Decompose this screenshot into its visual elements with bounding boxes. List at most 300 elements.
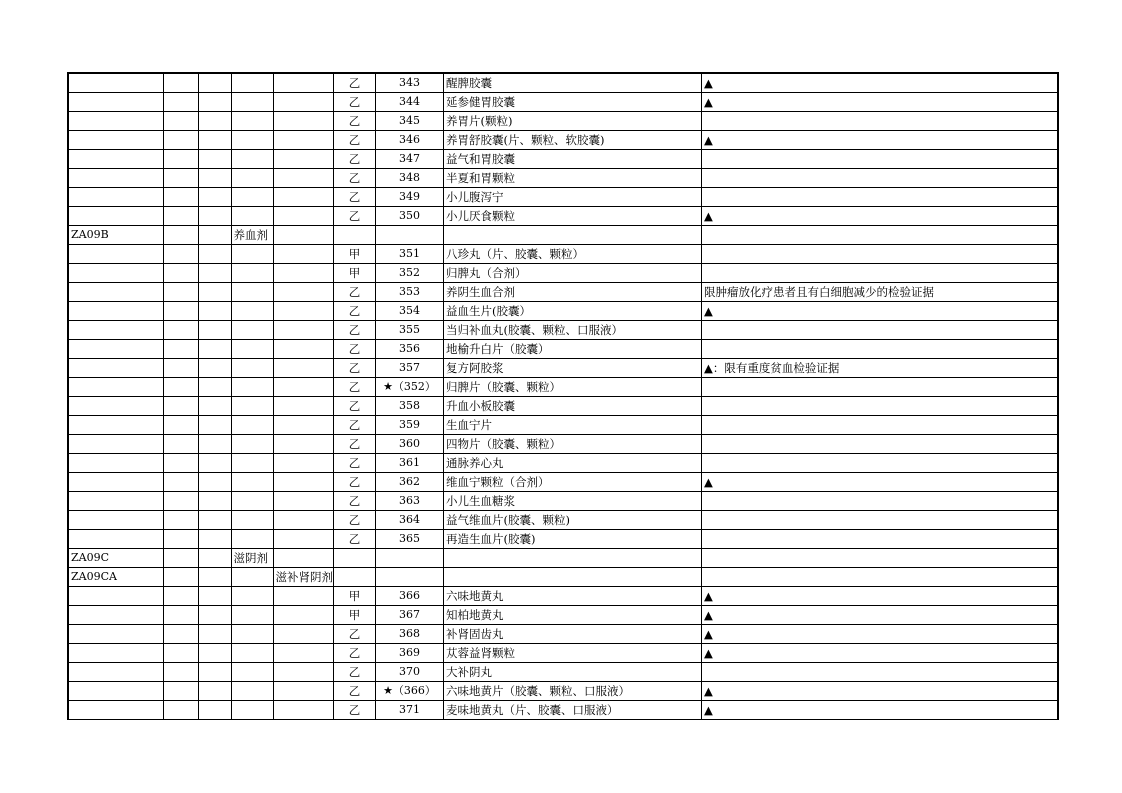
blank-cell [163,245,198,264]
table-row [68,663,1058,682]
note-cell: ▲ [702,682,1058,701]
blank-cell [163,93,198,112]
category-cell [231,245,273,264]
number-cell: 353 [376,283,444,302]
drug-name-cell: 再造生血片(胶囊) [444,530,702,549]
subcategory-cell [273,511,334,530]
blank-cell [198,701,231,720]
table-row [68,188,1058,207]
blank-cell [163,340,198,359]
number-cell: ★（352） [376,378,444,397]
blank-cell [198,150,231,169]
note-cell: ▲ [702,207,1058,226]
code-cell [68,150,163,169]
drug-name-cell: 归脾片（胶囊、颗粒） [444,378,702,397]
note-cell: ▲ [702,587,1058,606]
code-cell [68,283,163,302]
drug-name-cell: 麦味地黄丸（片、胶囊、口服液） [444,701,702,720]
drug-name-cell: 当归补血丸(胶囊、颗粒、口服液） [444,321,702,340]
subcategory-cell [273,359,334,378]
number-cell: 343 [376,73,444,93]
code-cell [68,112,163,131]
drug-name-cell: 通脉养心丸 [444,454,702,473]
category-cell [231,606,273,625]
blank-cell [163,511,198,530]
blank-cell [198,283,231,302]
grade-cell: 乙 [334,359,376,378]
grade-cell: 乙 [334,283,376,302]
drug-name-cell: 小儿生血糖浆 [444,492,702,511]
subcategory-cell [273,245,334,264]
note-cell [702,511,1058,530]
blank-cell [198,245,231,264]
drug-name-cell: 维血宁颗粒（合剂） [444,473,702,492]
code-cell [68,511,163,530]
drug-name-cell: 醒脾胶囊 [444,73,702,93]
note-cell [702,264,1058,283]
note-cell [702,150,1058,169]
note-cell: ▲ [702,606,1058,625]
blank-cell [198,359,231,378]
blank-cell [198,663,231,682]
category-cell [231,188,273,207]
number-cell: 358 [376,397,444,416]
blank-cell [163,682,198,701]
note-cell: ▲ [702,701,1058,720]
category-cell [231,93,273,112]
category-cell [231,530,273,549]
category-cell [231,112,273,131]
subcategory-cell [273,112,334,131]
number-cell: 345 [376,112,444,131]
code-cell [68,587,163,606]
number-cell: 367 [376,606,444,625]
table-row [68,150,1058,169]
code-cell [68,663,163,682]
code-cell: ZA09C [68,549,163,568]
blank-cell [163,112,198,131]
blank-cell [163,549,198,568]
blank-cell [198,435,231,454]
number-cell: 362 [376,473,444,492]
subcategory-cell [273,188,334,207]
blank-cell [163,644,198,663]
table-row [68,397,1058,416]
blank-cell [198,606,231,625]
subcategory-cell [273,226,334,245]
drug-name-cell: 养胃舒胶囊(片、颗粒、软胶囊) [444,131,702,150]
number-cell: 346 [376,131,444,150]
code-cell [68,93,163,112]
note-cell: ▲：限有重度贫血检验证据 [702,359,1058,378]
blank-cell [163,530,198,549]
subcategory-cell [273,530,334,549]
table-row [68,359,1058,378]
table-row [68,416,1058,435]
drug-name-cell: 半夏和胃颗粒 [444,169,702,188]
blank-cell [198,416,231,435]
code-cell: ZA09B [68,226,163,245]
note-cell [702,663,1058,682]
table-row [68,378,1058,397]
blank-cell [163,568,198,587]
blank-cell [198,568,231,587]
category-cell [231,511,273,530]
blank-cell [163,663,198,682]
category-cell [231,568,273,587]
blank-cell [198,682,231,701]
number-cell: 356 [376,340,444,359]
subcategory-cell [273,207,334,226]
blank-cell [163,283,198,302]
code-cell [68,131,163,150]
note-cell: 限肿瘤放化疗患者且有白细胞减少的检验证据 [702,283,1058,302]
blank-cell [163,625,198,644]
note-cell [702,492,1058,511]
table-row [68,207,1058,226]
grade-cell: 乙 [334,625,376,644]
code-cell [68,340,163,359]
number-cell [376,226,444,245]
drug-name-cell: 六味地黄片（胶囊、颗粒、口服液） [444,682,702,701]
drug-name-cell [444,549,702,568]
subcategory-cell [273,131,334,150]
blank-cell [163,587,198,606]
grade-cell: 乙 [334,321,376,340]
grade-cell: 乙 [334,378,376,397]
blank-cell [198,454,231,473]
table-row [68,112,1058,131]
category-cell [231,340,273,359]
drug-name-cell: 益气和胃胶囊 [444,150,702,169]
drug-name-cell: 苁蓉益肾颗粒 [444,644,702,663]
subcategory-cell [273,264,334,283]
note-cell [702,416,1058,435]
blank-cell [198,530,231,549]
table-row [68,245,1058,264]
drug-name-cell: 大补阴丸 [444,663,702,682]
note-cell [702,321,1058,340]
category-cell [231,492,273,511]
blank-cell [198,302,231,321]
category-cell [231,359,273,378]
code-cell [68,245,163,264]
note-cell: ▲ [702,302,1058,321]
blank-cell [198,73,231,93]
note-cell: ▲ [702,131,1058,150]
table-row [68,321,1058,340]
code-cell: ZA09CA [68,568,163,587]
drug-name-cell: 生血宁片 [444,416,702,435]
number-cell: 351 [376,245,444,264]
category-cell [231,207,273,226]
grade-cell: 乙 [334,150,376,169]
blank-cell [198,549,231,568]
blank-cell [163,454,198,473]
table-row [68,283,1058,302]
category-cell [231,682,273,701]
category-cell [231,264,273,283]
subcategory-cell [273,378,334,397]
number-cell: 357 [376,359,444,378]
number-cell: 369 [376,644,444,663]
table-row [68,530,1058,549]
drug-name-cell: 六味地黄丸 [444,587,702,606]
blank-cell [198,188,231,207]
code-cell [68,416,163,435]
number-cell: 349 [376,188,444,207]
grade-cell: 乙 [334,454,376,473]
category-row [68,568,1058,587]
grade-cell: 乙 [334,169,376,188]
grade-cell: 乙 [334,302,376,321]
code-cell [68,73,163,93]
code-cell [68,188,163,207]
drug-name-cell: 八珍丸（片、胶囊、颗粒） [444,245,702,264]
subcategory-cell [273,397,334,416]
drug-name-cell: 四物片（胶囊、颗粒） [444,435,702,454]
grade-cell: 乙 [334,530,376,549]
blank-cell [198,378,231,397]
note-cell: ▲ [702,473,1058,492]
blank-cell [163,73,198,93]
number-cell: 366 [376,587,444,606]
code-cell [68,625,163,644]
table-row [68,625,1058,644]
blank-cell [163,378,198,397]
table-row [68,93,1058,112]
number-cell: ★（366） [376,682,444,701]
number-cell: 371 [376,701,444,720]
category-cell [231,73,273,93]
drug-name-cell: 养阴生血合剂 [444,283,702,302]
category-cell [231,416,273,435]
note-cell: ▲ [702,644,1058,663]
note-cell [702,188,1058,207]
code-cell [68,473,163,492]
blank-cell [198,587,231,606]
category-cell [231,150,273,169]
drug-name-cell: 知柏地黄丸 [444,606,702,625]
number-cell: 368 [376,625,444,644]
note-cell [702,169,1058,188]
number-cell: 344 [376,93,444,112]
category-cell [231,701,273,720]
blank-cell [198,511,231,530]
subcategory-cell [273,606,334,625]
subcategory-cell [273,416,334,435]
drug-name-cell: 地榆升白片（胶囊） [444,340,702,359]
category-cell: 滋阴剂 [231,549,273,568]
drug-name-cell: 益血生片(胶囊） [444,302,702,321]
code-cell [68,435,163,454]
blank-cell [163,188,198,207]
subcategory-cell [273,93,334,112]
blank-cell [163,226,198,245]
number-cell: 360 [376,435,444,454]
subcategory-cell [273,150,334,169]
subcategory-cell [273,587,334,606]
drug-name-cell: 归脾丸（合剂） [444,264,702,283]
blank-cell [163,473,198,492]
category-cell [231,454,273,473]
code-cell [68,530,163,549]
blank-cell [163,321,198,340]
number-cell [376,568,444,587]
note-cell [702,340,1058,359]
category-cell [231,587,273,606]
code-cell [68,606,163,625]
subcategory-cell [273,682,334,701]
subcategory-cell [273,302,334,321]
code-cell [68,682,163,701]
category-cell [231,473,273,492]
subcategory-cell: 滋补肾阴剂 [273,568,334,587]
table-row [68,682,1058,701]
note-cell [702,568,1058,587]
table-row [68,131,1058,150]
subcategory-cell [273,492,334,511]
number-cell: 359 [376,416,444,435]
category-cell [231,169,273,188]
table-row [68,587,1058,606]
table-row [68,73,1058,93]
note-cell: ▲ [702,93,1058,112]
code-cell [68,644,163,663]
note-cell [702,226,1058,245]
number-cell: 363 [376,492,444,511]
table-row [68,492,1058,511]
grade-cell: 乙 [334,131,376,150]
grade-cell: 乙 [334,112,376,131]
subcategory-cell [273,321,334,340]
grade-cell [334,226,376,245]
blank-cell [198,644,231,663]
subcategory-cell [273,473,334,492]
blank-cell [163,150,198,169]
drug-name-cell [444,226,702,245]
table-row [68,606,1058,625]
code-cell [68,207,163,226]
blank-cell [198,226,231,245]
blank-cell [198,397,231,416]
drug-name-cell: 小儿腹泻宁 [444,188,702,207]
table-row [68,264,1058,283]
subcategory-cell [273,549,334,568]
table-row [68,644,1058,663]
note-cell [702,112,1058,131]
blank-cell [198,625,231,644]
blank-cell [198,93,231,112]
code-cell [68,397,163,416]
note-cell [702,245,1058,264]
category-cell [231,625,273,644]
code-cell [68,302,163,321]
grade-cell: 乙 [334,682,376,701]
drug-catalog-table [67,72,1059,720]
table-row [68,302,1058,321]
grade-cell: 乙 [334,663,376,682]
blank-cell [198,131,231,150]
code-cell [68,492,163,511]
note-cell [702,549,1058,568]
grade-cell [334,549,376,568]
grade-cell: 甲 [334,587,376,606]
code-cell [68,701,163,720]
table-row [68,454,1058,473]
category-row [68,549,1058,568]
code-cell [68,454,163,473]
blank-cell [163,264,198,283]
blank-cell [163,207,198,226]
subcategory-cell [273,701,334,720]
code-cell [68,378,163,397]
grade-cell: 甲 [334,264,376,283]
code-cell [68,359,163,378]
grade-cell: 乙 [334,188,376,207]
drug-name-cell: 益气维血片(胶囊、颗粒) [444,511,702,530]
category-cell [231,397,273,416]
note-cell [702,454,1058,473]
category-cell [231,283,273,302]
category-cell [231,302,273,321]
note-cell [702,530,1058,549]
table-row [68,340,1058,359]
table-row [68,701,1058,720]
grade-cell: 乙 [334,644,376,663]
note-cell: ▲ [702,625,1058,644]
number-cell: 352 [376,264,444,283]
number-cell: 355 [376,321,444,340]
grade-cell: 甲 [334,245,376,264]
category-cell [231,663,273,682]
drug-name-cell: 延参健胃胶囊 [444,93,702,112]
number-cell: 350 [376,207,444,226]
table-row [68,473,1058,492]
subcategory-cell [273,73,334,93]
blank-cell [198,112,231,131]
subcategory-cell [273,169,334,188]
grade-cell: 乙 [334,701,376,720]
grade-cell: 乙 [334,207,376,226]
blank-cell [198,340,231,359]
blank-cell [163,435,198,454]
subcategory-cell [273,340,334,359]
subcategory-cell [273,663,334,682]
drug-name-cell: 小儿厌食颗粒 [444,207,702,226]
blank-cell [163,169,198,188]
grade-cell: 乙 [334,511,376,530]
subcategory-cell [273,283,334,302]
category-cell [231,321,273,340]
grade-cell: 乙 [334,416,376,435]
blank-cell [163,302,198,321]
blank-cell [198,492,231,511]
blank-cell [163,492,198,511]
blank-cell [198,169,231,188]
category-cell [231,378,273,397]
number-cell: 365 [376,530,444,549]
blank-cell [163,701,198,720]
grade-cell: 乙 [334,435,376,454]
note-cell [702,397,1058,416]
category-cell [231,644,273,663]
grade-cell: 乙 [334,340,376,359]
number-cell: 354 [376,302,444,321]
grade-cell: 乙 [334,73,376,93]
subcategory-cell [273,454,334,473]
grade-cell: 乙 [334,397,376,416]
